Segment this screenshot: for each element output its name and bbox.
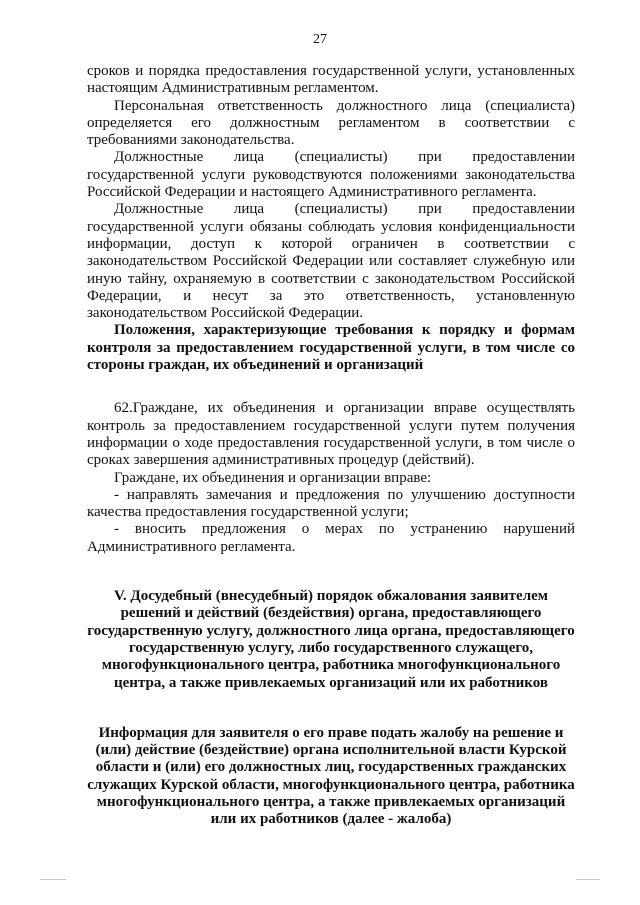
- paragraph-citizens-rights: Граждане, их объединения и организации вправе:: [114, 469, 432, 486]
- list-item-remarks: - направлять замечания и предложения по улучшению доступности качества предоставления государственной услуги;: [87, 486, 575, 521]
- paragraph-officials-confidentiality: Должностные лица (специалисты) при предоставлении государственной услуги обязаны соблюдать условия конфиденциальности информации, доступ к которой ограничен в соответствии с законодательством Российской Федерации или составляет служебную или иную тайну, охраняемую в соответствии с законодательством Российской Федерации, и несут за это ответственность, установленную законодательством Российской Федерации.: [87, 201, 575, 322]
- paragraph-officials-guided: Должностные лица (специалисты) при предоставлении государственной услуги руководствуются положениями законодательства Российской Федерации и настоящего Административного регламента.: [87, 149, 575, 201]
- page-body: [87, 63, 575, 829]
- chapter-heading-v-pretrial-appeal: V. Досудебный (внесудебный) порядок обжалования заявителем решений и действий (бездействия) органа, предоставляющего государственную услугу, должностного лица органа, предоставляющего государственную услугу, либо государственного служащего, многофункционального центра, работника многофункционального центра, а также привлекаемых организаций или их работников: [87, 588, 575, 691]
- paragraph-personal-responsibility: Персональная ответственность должностного лица (специалиста) определяется его должностным регламентом в соответствии с требованиями законодательства.: [87, 97, 575, 149]
- page-number: 27: [313, 32, 327, 47]
- paragraph-continuation: сроков и порядка предоставления государственной услуги, установленных настоящим Административным регламентом.: [87, 63, 575, 97]
- scan-edge-mark-right: [576, 879, 600, 880]
- scan-edge-mark-left: [40, 879, 66, 880]
- section-heading-control-requirements: Положения, характеризующие требования к порядку и формам контроля за предоставлением государственной услуги, в том числе со стороны граждан, их объединений и организаций: [87, 322, 575, 374]
- list-item-proposals: - вносить предложения о мерах по устранению нарушений Административного регламента.: [87, 521, 575, 555]
- section-heading-complaint-info: Информация для заявителя о его праве подать жалобу на решение и (или) действие (бездействие) органа исполнительной власти Курской области и (или) его должностных лиц, государственных гражданских служащих Курской области, многофункционального центра, работника многофункционального центра, а также привлекаемых организаций или их работников (далее - жалоба): [87, 724, 575, 828]
- paragraph-62-citizens-control: 62.Граждане, их объединения и организации вправе осуществлять контроль за предоставлением государственной услуги путем получения информации о ходе предоставления государственной услуги, в том числе о сроках завершения административных процедур (действий).: [87, 400, 575, 469]
